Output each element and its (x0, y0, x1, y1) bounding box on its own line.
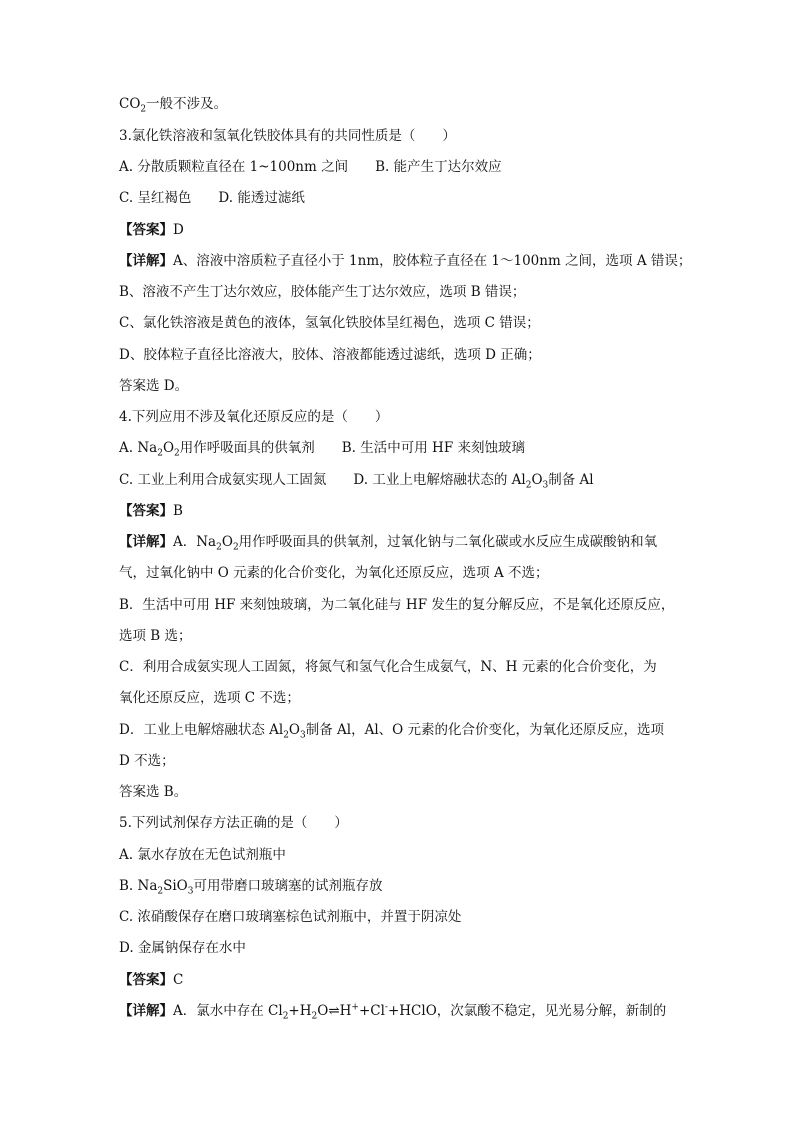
text-segment: CO (119, 96, 141, 112)
text-segment: 2 (140, 104, 147, 115)
text-segment: B (173, 503, 183, 519)
section-label: 【详解】 (119, 253, 173, 269)
text-line (119, 659, 657, 675)
text-segment: 5.下列试剂保存方法正确的是（ ） (119, 815, 348, 831)
text-segment: 答案选 B。 (119, 784, 188, 800)
text-line (119, 722, 665, 741)
text-segment: D、胶体粒子直径比溶液大，胶体、溶液都能透过滤纸，选项 D 正确； (119, 347, 541, 363)
text-segment: O (288, 722, 300, 738)
text-line (119, 347, 541, 363)
section-label: 【详解】 (119, 1003, 173, 1019)
text-segment: 2 (174, 448, 180, 459)
text-segment: 用作呼吸面具的供氧剂，过氧化钠与二氧化碳或水反应生成碳酸钠和氧 (238, 534, 658, 550)
text-line (119, 315, 540, 331)
text-segment: B．生活中可用 HF 来刻蚀玻璃，为二氧化硅与 HF 发生的复分解反应，不是氧化还原反应， (119, 597, 675, 613)
text-segment: 2 (157, 886, 164, 897)
text-segment: C、氯化铁溶液是黄色的液体，氢氧化铁胶体呈红褐色，选项 C 错误； (119, 315, 540, 331)
text-segment: 选项 B 选； (119, 628, 192, 644)
text-line (119, 940, 246, 956)
text-line (119, 847, 286, 863)
text-segment: 3 (542, 480, 549, 491)
text-segment: D (173, 222, 184, 238)
text-segment: A、溶液中溶质粒子直径小于 1nm，胶体粒子直径在 1～100nm 之间，选项 A 错误； (173, 253, 692, 269)
text-segment: 气，过氧化钠中 O 元素的化合价变化，为氧化还原反应，选项 A 不选； (119, 565, 549, 581)
text-line (119, 972, 183, 988)
text-segment: +HClO，次氯酸不稳定，见光易分解，新制的 (387, 1003, 667, 1019)
text-line (119, 378, 188, 394)
text-segment: SiO (163, 878, 188, 894)
text-segment: 3 (187, 886, 194, 897)
text-line (119, 534, 658, 553)
text-line (119, 222, 184, 238)
text-segment: +H (288, 1003, 312, 1019)
text-line (119, 190, 305, 206)
text-segment: 2 (311, 1011, 318, 1022)
text-segment: 2 (216, 542, 222, 553)
text-line (119, 628, 192, 644)
text-segment: C．利用合成氨实现人工固氮，将氮气和氢气化合生成氨气，N、H 元素的化合价变化，为 (119, 659, 657, 675)
text-segment: 一般不涉及。 (146, 96, 228, 112)
text-segment: 制备 Al，Al、O 元素的化合价变化，为氧化还原反应，选项 (305, 722, 665, 738)
text-segment: O (531, 472, 543, 488)
text-segment: - (384, 1002, 388, 1013)
text-segment: D. 金属钠保存在水中 (119, 940, 246, 956)
text-line (119, 878, 383, 897)
section-label: 【答案】 (119, 503, 173, 519)
text-segment: 制备 Al (548, 472, 594, 488)
text-segment: C (173, 972, 184, 988)
text-segment: + (351, 1002, 359, 1013)
text-segment: 用作呼吸面具的供氧剂 B. 生活中可用 HF 来刻蚀玻璃 (179, 440, 525, 456)
text-segment: 2 (283, 730, 289, 741)
text-segment: O (162, 440, 175, 456)
text-line (119, 565, 548, 581)
text-line (119, 96, 228, 115)
text-line (119, 472, 594, 491)
text-segment: O (221, 534, 233, 550)
text-line (119, 909, 461, 925)
text-segment: 答案选 D。 (119, 378, 189, 394)
text-line (119, 253, 691, 269)
text-segment: D．工业上电解熔融状态 Al (119, 722, 284, 738)
text-line (119, 440, 525, 459)
text-line (119, 128, 456, 144)
text-line (119, 753, 175, 769)
section-label: 【详解】 (119, 534, 173, 550)
section-label: 【答案】 (119, 222, 173, 238)
section-label: 【答案】 (119, 972, 173, 988)
text-segment: A. 氯水存放在无色试剂瓶中 (119, 847, 286, 863)
text-segment: C. 浓硝酸保存在磨口玻璃塞棕色试剂瓶中，并置于阴凉处 (119, 909, 462, 925)
text-line (119, 159, 502, 175)
text-line (119, 284, 525, 300)
text-line (119, 503, 183, 519)
text-line (119, 409, 388, 425)
text-line (119, 815, 348, 831)
text-segment: A．Na (173, 534, 217, 550)
text-segment: C. 工业上利用合成氨实现人工固氮 D. 工业上电解熔融状态的 Al (119, 472, 526, 488)
text-segment: B. Na (119, 878, 158, 894)
text-segment: D 不选； (119, 753, 175, 769)
text-line (119, 784, 187, 800)
text-segment: 3 (300, 730, 306, 741)
text-segment: 2 (282, 1011, 289, 1022)
text-segment: 4.下列应用不涉及氧化还原反应的是（ ） (119, 409, 389, 425)
text-segment: C. 呈红褐色 D. 能透过滤纸 (119, 190, 305, 206)
text-segment: 2 (157, 448, 163, 459)
text-segment: A. 分散质颗粒直径在 1~100nm 之间 B. 能产生丁达尔效应 (119, 159, 502, 175)
text-segment: 氧化还原反应，选项 C 不选； (119, 690, 300, 706)
text-segment: O⇌H (317, 1003, 352, 1019)
text-segment: B、溶液不产生丁达尔效应，胶体能产生丁达尔效应，选项 B 错误； (119, 284, 526, 300)
text-line (119, 690, 300, 706)
text-line (119, 597, 674, 613)
text-line (119, 1002, 667, 1022)
text-segment: 可用带磨口玻璃塞的试剂瓶存放 (193, 878, 383, 894)
text-segment: A. Na (119, 440, 158, 456)
text-segment: +Cl (358, 1003, 385, 1019)
text-segment: 2 (232, 542, 239, 553)
text-segment: 3.氯化铁溶液和氢氧化铁胶体具有的共同性质是（ ） (119, 128, 456, 144)
text-segment: 2 (525, 480, 532, 491)
text-segment: A．氯水中存在 Cl (173, 1003, 283, 1019)
